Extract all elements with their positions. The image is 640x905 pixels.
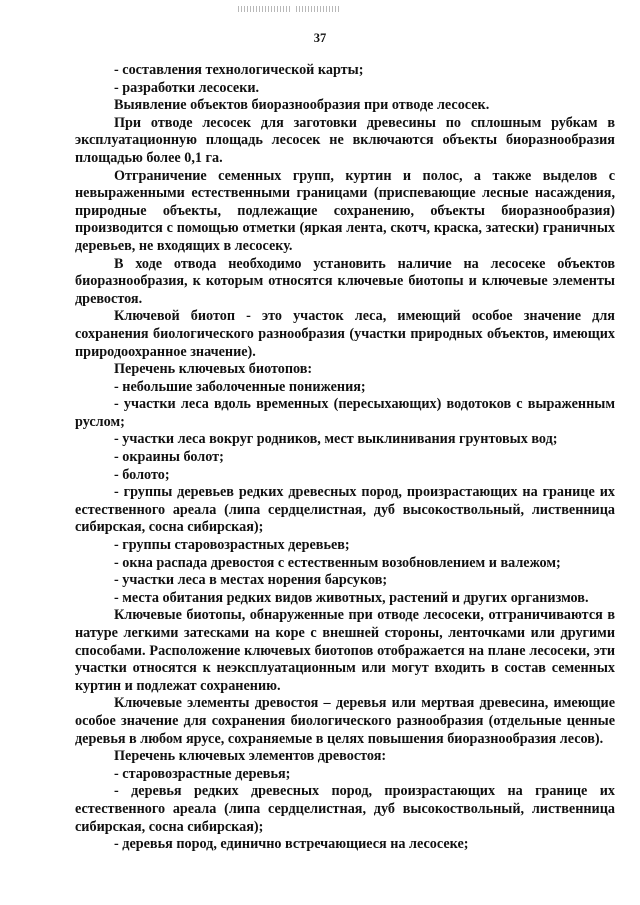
list-item: - окна распада древостоя с естественным возобновлением и валежом;: [114, 554, 561, 571]
bullet-tech-map: - составления технологической карты;: [114, 62, 364, 78]
paragraph-key-biotope-definition: Ключевой биотоп - это участок леса, имеющий особое значение для сохранения биологического разнообразия (участки природных объектов, имеющих природоохранное значение).: [75, 308, 615, 360]
paragraph-establish-presence: В ходе отвода необходимо установить наличие на лесосеке объектов биоразнообразия, к которым относятся ключевые биотопы и ключевые элементы древостоя.: [75, 255, 615, 307]
paragraph-demarcation: Отграничение семенных групп, куртин и полос, а также выделов с невыраженными естественными границами (приспевающие лесные насаждения, природные объекты, подлежащие сохранению, объекты биоразнообразия) производится с помощью отметки (яркая лента, скотч, краска, затески) граничных деревьев, не входящих в лесосеку.: [75, 167, 615, 254]
list-item: - небольшие заболоченные понижения;: [114, 378, 366, 395]
list-item: - деревья пород, единично встречающиеся на лесосеке;: [114, 836, 469, 853]
list-item: - места обитания редких видов животных, растений и других организмов.: [114, 589, 589, 606]
body-text: [75, 62, 615, 854]
paragraph-key-elements-definition: Ключевые элементы древостоя – деревья или мертвая древесина, имеющие особое значение для сохранения биологического разнообразия (отдельные ценные деревья в любом ярусе, сохраняемые в целях повышения биоразнообразия лесов).: [75, 695, 615, 747]
list-item: - группы деревьев редких древесных пород, произрастающих на границе их естественного ареала (липа сердцелистная, дуб высокоствольный, лиственница сибирская, сосна сибирская);: [75, 484, 615, 536]
list-item: - болото;: [114, 466, 170, 483]
scan-noise: [238, 0, 368, 8]
paragraph-biotope-marking: Ключевые биотопы, обнаруженные при отводе лесосеки, отграничиваются в натуре легкими затесками на коре с внешней стороны, ленточками или другими способами. Расположение ключевых биотопов отображается на плане лесосеки, эти участки относятся к неэксплуатационным или могут входить в состав семенных куртин и подлежат сохранению.: [75, 607, 615, 694]
list-heading-key-elements: Перечень ключевых элементов древостоя:: [114, 748, 387, 765]
list-item: - деревья редких древесных пород, произрастающих на границе их естественного ареала (липа сердцелистная, дуб высокоствольный, лиственница сибирская, сосна сибирская);: [75, 783, 615, 835]
section-heading-biodiversity: Выявление объектов биоразнообразия при отводе лесосек.: [114, 97, 490, 114]
list-item: - участки леса вдоль временных (пересыхающих) водотоков с выраженным руслом;: [75, 396, 615, 430]
list-item: - группы старовозрастных деревьев;: [114, 537, 350, 554]
list-item: - старовозрастные деревья;: [114, 765, 291, 782]
paragraph-exclusion: При отводе лесосек для заготовки древесины по сплошным рубкам в эксплуатационную площадь лесосек не включаются объекты биоразнообразия площадью более 0,1 га.: [75, 114, 615, 166]
list-heading-key-biotopes: Перечень ключевых биотопов:: [114, 361, 313, 378]
list-item: - участки леса в местах норения барсуков;: [114, 572, 388, 589]
list-item: - окраины болот;: [114, 449, 224, 466]
list-item: - участки леса вокруг родников, мест выклинивания грунтовых вод;: [114, 431, 558, 448]
bullet-cutting-area-design: - разработки лесосеки.: [114, 79, 260, 96]
page-number: 37: [313, 31, 327, 45]
